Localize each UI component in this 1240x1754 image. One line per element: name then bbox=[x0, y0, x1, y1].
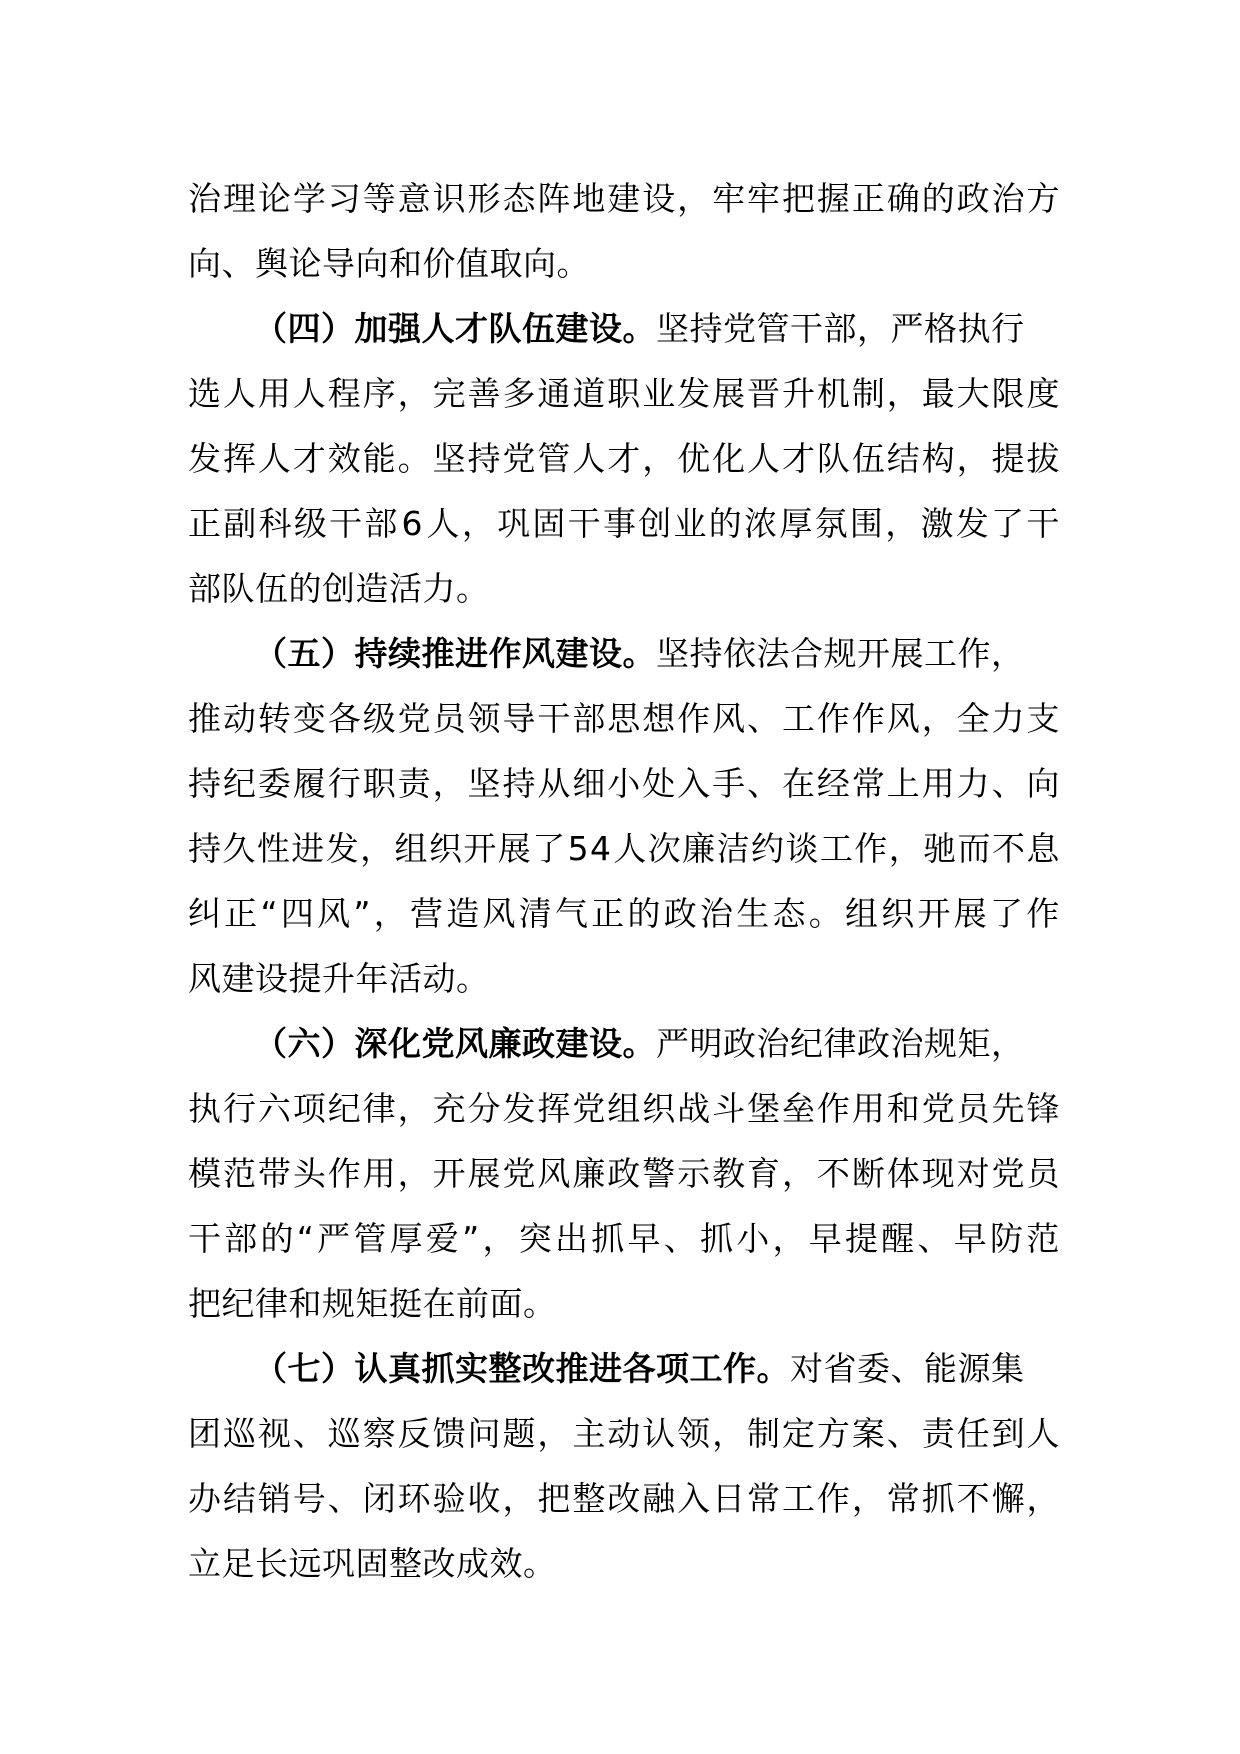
text-line: 风建设提升年活动。 bbox=[188, 959, 490, 998]
section-5-line bbox=[188, 621, 1060, 686]
section-4-line bbox=[188, 296, 1060, 361]
section-heading: （七）认真抓实整改推进各项工作。 bbox=[254, 1349, 790, 1388]
body-text bbox=[188, 166, 1060, 1596]
section-6-line bbox=[188, 1011, 1060, 1076]
text-line: 向、舆论导向和价值取向。 bbox=[188, 244, 590, 283]
text-line: 立足长远巩固整改成效。 bbox=[188, 1544, 557, 1583]
text-line: 发 挥 人 才 效 能 。 坚 持 党 管 人 才 ， 优 化 人 才 队 伍 结 构 ， 提 拔 bbox=[188, 439, 1060, 478]
section-heading: （四）加强人才队伍建设。 bbox=[254, 309, 656, 348]
text-line: 执 行 六 项 纪 律 ， 充 分 发 挥 党 组 织 战 斗 堡 垒 作 用 和 党 员 先 锋 bbox=[188, 1089, 1060, 1128]
text-line: 持 久 性 进 发 ， 组 织 开 展 了 5 4 人 次 廉 洁 约 谈 工 作 ， 驰 而 不 息 bbox=[188, 829, 1060, 868]
text-line: 办 结 销 号 、 闭 环 验 收 ， 把 整 改 融 入 日 常 工 作 ， 常 抓 不 懈 ， bbox=[188, 1479, 1060, 1518]
text-line: 正 副 科 级 干 部 6 人 ， 巩 固 干 事 创 业 的 浓 厚 氛 围 ， 激 发 了 干 bbox=[188, 504, 1060, 543]
text-line: 团 巡 视 、 巡 察 反 馈 问 题 ， 主 动 认 领 ， 制 定 方 案 、 责 任 到 人 bbox=[188, 1414, 1060, 1453]
text-line: 把纪律和规矩挺在前面。 bbox=[188, 1284, 557, 1323]
section-text: 坚持党管干部，严格执行 bbox=[656, 309, 1025, 348]
section-heading: （六）深化党风廉政建设。 bbox=[254, 1024, 656, 1063]
text-line: 干 部 的 “ 严 管 厚 爱 ” ， 突 出 抓 早 、 抓 小 ， 早 提 醒 、 早 防 范 bbox=[188, 1219, 1060, 1258]
text-line: 部队伍的创造活力。 bbox=[188, 569, 490, 608]
text-line: 选 人 用 人 程 序 ， 完 善 多 通 道 职 业 发 展 晋 升 机 制 ， 最 大 限 度 bbox=[188, 374, 1060, 413]
text-line: 持 纪 委 履 行 职 责 ， 坚 持 从 细 小 处 入 手 、 在 经 常 上 用 力 、 向 bbox=[188, 764, 1060, 803]
section-text: 对省委、能源集 bbox=[790, 1349, 1025, 1388]
text-line: 纠 正 “ 四 风 ” ， 营 造 风 清 气 正 的 政 治 生 态 。 组 织 开 展 了 作 bbox=[188, 894, 1060, 933]
section-7-line bbox=[188, 1336, 1060, 1401]
section-text: 严明政治纪律政治规矩， bbox=[656, 1024, 1025, 1063]
section-heading: （五）持续推进作风建设。 bbox=[254, 634, 656, 673]
section-text: 坚持依法合规开展工作， bbox=[656, 634, 1025, 673]
text-line: 模 范 带 头 作 用 ， 开 展 党 风 廉 政 警 示 教 育 ， 不 断 体 现 对 党 员 bbox=[188, 1154, 1060, 1193]
text-line: 治 理 论 学 习 等 意 识 形 态 阵 地 建 设 ， 牢 牢 把 握 正 确 的 政 治 方 bbox=[188, 179, 1060, 218]
text-line: 推 动 转 变 各 级 党 员 领 导 干 部 思 想 作 风 、 工 作 作 风 ， 全 力 支 bbox=[188, 699, 1060, 738]
